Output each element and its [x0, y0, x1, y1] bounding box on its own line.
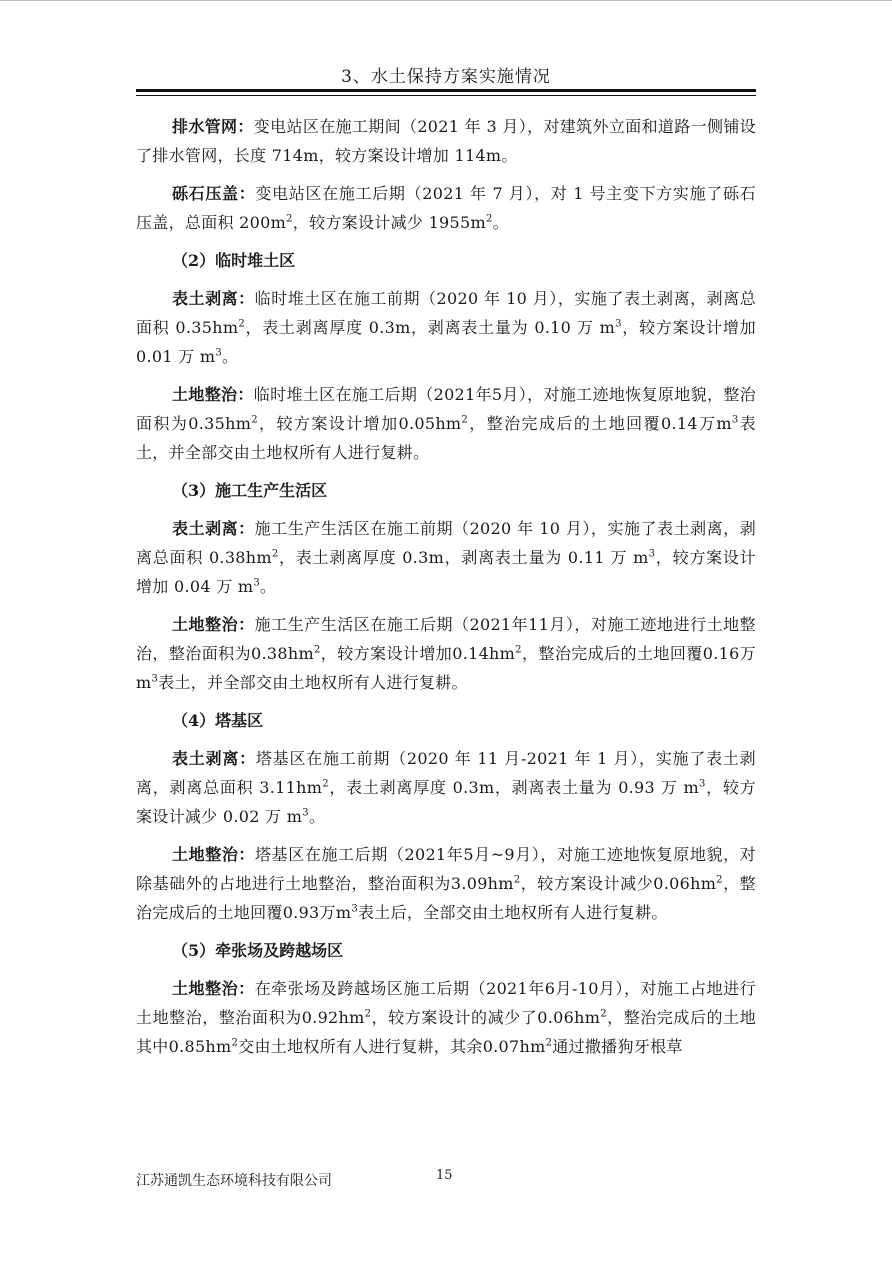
paragraph-land-remediation: 土地整治：在牵张场及跨越场区施工后期（2021年6月-10月），对施工占地进行土地整治，整治面积为$0.92hm^2$，较方案设计的减少了$0.06hm^2$，整治完成后的土地其中$0.85hm^2$交由土地权所有人进行复耕，其余$0.07hm^2$通过撒播狗牙根草 — [136, 979, 757, 1056]
paragraph-land-remediation: 土地整治：塔基区在施工后期（2021年5月~9月），对施工迹地恢复原地貌，对除基础外的占地进行土地整治，整治面积为$3.09hm^2$，较方案设计减少$0.06hm^2$，整治完成后的土地回覆0.93万$m^3$表土后，全部交由土地权所有人进行复耕。 — [136, 845, 756, 922]
term-label: 砾石压盖： — [172, 184, 256, 203]
term-label: 表土剥离： — [172, 519, 255, 538]
section-heading: （4）塔基区 — [172, 711, 264, 730]
paragraph-gravel-cover: 砾石压盖：变电站区在施工后期（2021 年 7 月），对 1 号主变下方实施了砾石压盖，总面积 $200m^2$，较方案设计减少 $1955m^2$。 — [136, 184, 756, 232]
footer-company: 江苏通凯生态环境科技有限公司 — [136, 1173, 332, 1189]
header-rule-thin — [136, 95, 756, 96]
page-number: 15 — [436, 1168, 453, 1183]
term-label: 土地整治： — [172, 615, 255, 634]
paragraph-land-remediation: 土地整治：临时堆土区在施工后期（2021年5月），对施工迹地恢复原地貌，整治面积为$0.35hm^2$，较方案设计增加$0.05hm^2$，整治完成后的土地回覆0.14万$m^3$表土，并全部交由土地权所有人进行复耕。 — [136, 385, 756, 462]
term-label: 排水管网： — [172, 117, 254, 136]
section-heading: （2）临时堆土区 — [172, 251, 296, 270]
paragraph-topsoil-stripping: 表土剥离：临时堆土区在施工前期（2020 年 10 月），实施了表土剥离，剥离总面积 $0.35hm^2$，表土剥离厚度 0.3m，剥离表土量为 0.10 万 $m^3$，较方案设计增加 0.01 万 $m^3$。 — [136, 289, 756, 366]
term-label: 土地整治： — [172, 385, 254, 404]
paragraph-land-remediation: 土地整治：施工生产生活区在施工后期（2021年11月），对施工迹地进行土地整治，整治面积为$0.38hm^2$，较方案设计增加$0.14hm^2$，整治完成后的土地回覆0.16万$m^3$表土，并全部交由土地权所有人进行复耕。 — [136, 615, 756, 692]
running-header: 3、水土保持方案实施情况 — [341, 67, 551, 87]
page-top-edge — [0, 0, 892, 1]
paragraph-drainage-network: 排水管网：变电站区在施工期间（2021 年 3 月），对建筑外立面和道路一侧铺设了排水管网，长度 714m，较方案设计增加 114m。 — [136, 117, 756, 165]
term-label: 土地整治： — [172, 979, 255, 998]
term-label: 表土剥离： — [172, 749, 256, 768]
header-rule-thick — [136, 89, 756, 92]
paragraph-topsoil-stripping: 表土剥离：施工生产生活区在施工前期（2020 年 10 月），实施了表土剥离，剥离总面积 $0.38hm^2$，表土剥离厚度 0.3m，剥离表土量为 0.11 万 $m^3$，较方案设计增加 0.04 万 $m^3$。 — [136, 519, 756, 596]
term-label: 表土剥离： — [172, 289, 255, 308]
section-heading: （3）施工生产生活区 — [172, 481, 328, 500]
section-heading: （5）牵张场及跨越场区 — [172, 941, 344, 960]
page-body — [136, 112, 756, 1061]
term-label: 土地整治： — [172, 845, 256, 864]
paragraph-topsoil-stripping: 表土剥离：塔基区在施工前期（2020 年 11 月-2021 年 1 月），实施了表土剥离，剥离总面积 $3.11hm^2$，表土剥离厚度 0.3m，剥离表土量为 0.93 万 $m^3$，较方案设计减少 0.02 万 $m^3$。 — [136, 749, 756, 826]
